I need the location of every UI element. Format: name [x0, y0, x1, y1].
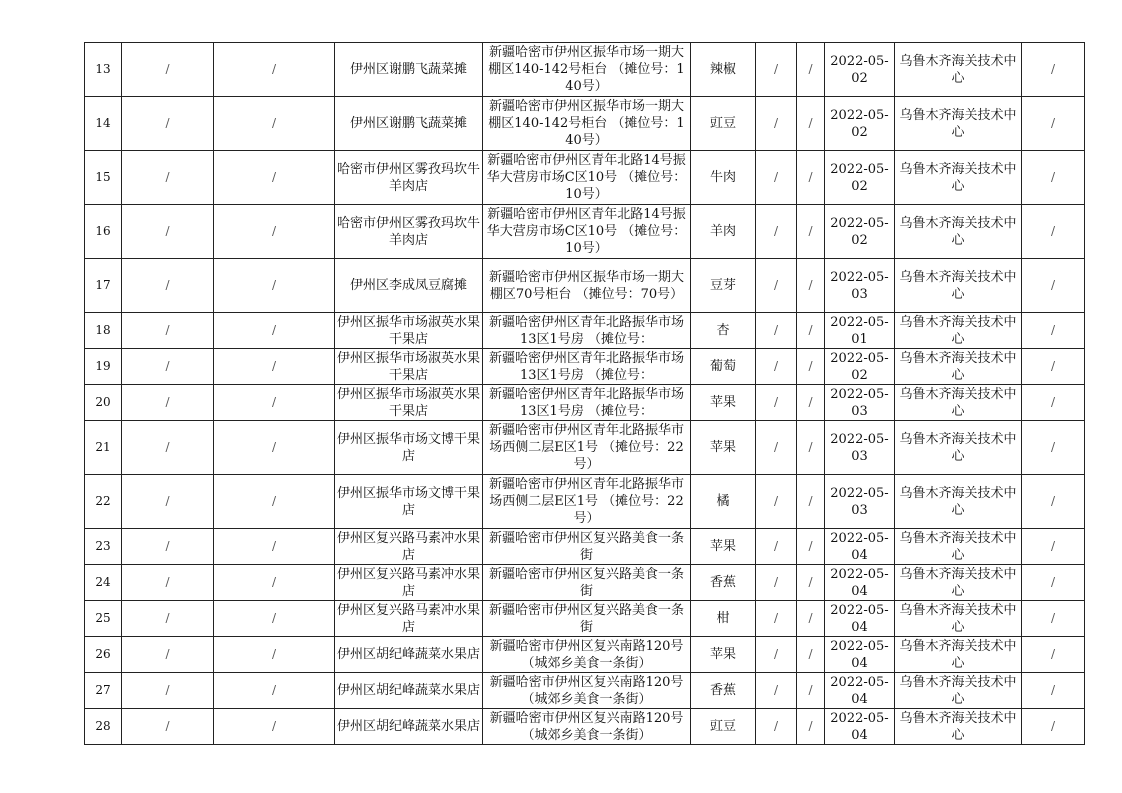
product-name: 羊肉 [691, 205, 756, 259]
cell-empty-1: / [122, 205, 214, 259]
vendor-address: 新疆哈密伊州区青年北路振华市场13区1号房 （摊位号： [483, 349, 691, 385]
testing-organization: 乌鲁木齐海关技术中心 [895, 205, 1022, 259]
product-name: 辣椒 [691, 43, 756, 97]
vendor-name: 伊州区谢鹏飞蔬菜摊 [335, 97, 483, 151]
sampling-date: 2022-05-04 [825, 709, 895, 745]
cell-empty-7: / [797, 205, 825, 259]
cell-empty-1: / [122, 385, 214, 421]
cell-empty-6: / [756, 475, 797, 529]
cell-empty-2: / [214, 673, 335, 709]
testing-organization: 乌鲁木齐海关技术中心 [895, 349, 1022, 385]
cell-empty-6: / [756, 673, 797, 709]
product-name: 香蕉 [691, 565, 756, 601]
cell-empty-7: / [797, 529, 825, 565]
cell-empty-10: / [1022, 601, 1085, 637]
cell-empty-1: / [122, 421, 214, 475]
cell-empty-6: / [756, 529, 797, 565]
table-row [85, 205, 1085, 259]
cell-empty-2: / [214, 637, 335, 673]
table-row [85, 151, 1085, 205]
sampling-date: 2022-05-02 [825, 205, 895, 259]
table-row [85, 565, 1085, 601]
cell-empty-1: / [122, 313, 214, 349]
sampling-date: 2022-05-04 [825, 565, 895, 601]
cell-empty-1: / [122, 709, 214, 745]
vendor-address: 新疆哈密伊州区青年北路振华市场13区1号房 （摊位号： [483, 385, 691, 421]
table-row [85, 421, 1085, 475]
row-number: 27 [85, 673, 122, 709]
cell-empty-6: / [756, 259, 797, 313]
cell-empty-2: / [214, 421, 335, 475]
cell-empty-2: / [214, 97, 335, 151]
cell-empty-1: / [122, 637, 214, 673]
testing-organization: 乌鲁木齐海关技术中心 [895, 709, 1022, 745]
vendor-address: 新疆哈密市伊州区复兴南路120号（城郊乡美食一条街） [483, 637, 691, 673]
table-row [85, 673, 1085, 709]
cell-empty-2: / [214, 385, 335, 421]
cell-empty-6: / [756, 43, 797, 97]
sampling-date: 2022-05-04 [825, 673, 895, 709]
vendor-address: 新疆哈密市伊州区振华市场一期大棚区140-142号柜台 （摊位号：140号） [483, 43, 691, 97]
sampling-date: 2022-05-03 [825, 421, 895, 475]
testing-organization: 乌鲁木齐海关技术中心 [895, 601, 1022, 637]
cell-empty-10: / [1022, 259, 1085, 313]
vendor-name: 伊州区谢鹏飞蔬菜摊 [335, 43, 483, 97]
row-number: 14 [85, 97, 122, 151]
product-name: 杏 [691, 313, 756, 349]
vendor-address: 新疆哈密市伊州区振华市场一期大棚区70号柜台 （摊位号：70号） [483, 259, 691, 313]
row-number: 22 [85, 475, 122, 529]
product-name: 橘 [691, 475, 756, 529]
sampling-date: 2022-05-02 [825, 97, 895, 151]
cell-empty-2: / [214, 709, 335, 745]
cell-empty-6: / [756, 565, 797, 601]
testing-organization: 乌鲁木齐海关技术中心 [895, 637, 1022, 673]
vendor-address: 新疆哈密市伊州区青年北路振华市场西侧二层E区1号 （摊位号：22号） [483, 421, 691, 475]
cell-empty-2: / [214, 313, 335, 349]
product-name: 苹果 [691, 385, 756, 421]
row-number: 23 [85, 529, 122, 565]
cell-empty-2: / [214, 475, 335, 529]
cell-empty-7: / [797, 151, 825, 205]
cell-empty-7: / [797, 313, 825, 349]
vendor-name: 伊州区振华市场淑英水果干果店 [335, 385, 483, 421]
vendor-name: 伊州区李成凤豆腐摊 [335, 259, 483, 313]
cell-empty-10: / [1022, 421, 1085, 475]
cell-empty-10: / [1022, 475, 1085, 529]
cell-empty-6: / [756, 349, 797, 385]
row-number: 21 [85, 421, 122, 475]
product-name: 豆芽 [691, 259, 756, 313]
sampling-date: 2022-05-02 [825, 43, 895, 97]
testing-organization: 乌鲁木齐海关技术中心 [895, 475, 1022, 529]
cell-empty-10: / [1022, 313, 1085, 349]
product-name: 豇豆 [691, 97, 756, 151]
product-name: 牛肉 [691, 151, 756, 205]
sampling-date: 2022-05-03 [825, 259, 895, 313]
cell-empty-7: / [797, 565, 825, 601]
testing-organization: 乌鲁木齐海关技术中心 [895, 43, 1022, 97]
cell-empty-1: / [122, 97, 214, 151]
cell-empty-10: / [1022, 385, 1085, 421]
vendor-address: 新疆哈密市伊州区振华市场一期大棚区140-142号柜台 （摊位号：140号） [483, 97, 691, 151]
cell-empty-6: / [756, 97, 797, 151]
testing-organization: 乌鲁木齐海关技术中心 [895, 151, 1022, 205]
product-name: 柑 [691, 601, 756, 637]
table-row [85, 349, 1085, 385]
sampling-date: 2022-05-01 [825, 313, 895, 349]
vendor-name: 伊州区胡纪峰蔬菜水果店 [335, 637, 483, 673]
product-name: 豇豆 [691, 709, 756, 745]
vendor-address: 新疆哈密市伊州区复兴路美食一条街 [483, 529, 691, 565]
cell-empty-7: / [797, 97, 825, 151]
cell-empty-1: / [122, 349, 214, 385]
sampling-date: 2022-05-04 [825, 529, 895, 565]
cell-empty-2: / [214, 529, 335, 565]
sampling-date: 2022-05-02 [825, 151, 895, 205]
product-name: 苹果 [691, 529, 756, 565]
vendor-name: 伊州区振华市场淑英水果干果店 [335, 313, 483, 349]
cell-empty-10: / [1022, 673, 1085, 709]
cell-empty-1: / [122, 529, 214, 565]
cell-empty-6: / [756, 421, 797, 475]
table-row [85, 601, 1085, 637]
cell-empty-7: / [797, 475, 825, 529]
cell-empty-6: / [756, 151, 797, 205]
cell-empty-7: / [797, 421, 825, 475]
vendor-address: 新疆哈密伊州区青年北路振华市场13区1号房 （摊位号： [483, 313, 691, 349]
cell-empty-7: / [797, 637, 825, 673]
cell-empty-10: / [1022, 97, 1085, 151]
vendor-name: 伊州区胡纪峰蔬菜水果店 [335, 673, 483, 709]
cell-empty-1: / [122, 601, 214, 637]
vendor-address: 新疆哈密市伊州区复兴路美食一条街 [483, 601, 691, 637]
sampling-date: 2022-05-03 [825, 385, 895, 421]
vendor-name: 伊州区振华市场淑英水果干果店 [335, 349, 483, 385]
cell-empty-7: / [797, 349, 825, 385]
vendor-address: 新疆哈密市伊州区复兴南路120号（城郊乡美食一条街） [483, 709, 691, 745]
testing-organization: 乌鲁木齐海关技术中心 [895, 259, 1022, 313]
sampling-date: 2022-05-04 [825, 601, 895, 637]
cell-empty-7: / [797, 259, 825, 313]
cell-empty-7: / [797, 673, 825, 709]
cell-empty-1: / [122, 259, 214, 313]
table-row [85, 475, 1085, 529]
cell-empty-10: / [1022, 43, 1085, 97]
vendor-name: 伊州区复兴路马素冲水果店 [335, 529, 483, 565]
cell-empty-10: / [1022, 637, 1085, 673]
cell-empty-2: / [214, 601, 335, 637]
cell-empty-6: / [756, 205, 797, 259]
testing-organization: 乌鲁木齐海关技术中心 [895, 385, 1022, 421]
row-number: 28 [85, 709, 122, 745]
vendor-name: 伊州区胡纪峰蔬菜水果店 [335, 709, 483, 745]
sampling-date: 2022-05-04 [825, 637, 895, 673]
cell-empty-6: / [756, 385, 797, 421]
product-name: 葡萄 [691, 349, 756, 385]
row-number: 13 [85, 43, 122, 97]
cell-empty-6: / [756, 709, 797, 745]
row-number: 20 [85, 385, 122, 421]
vendor-address: 新疆哈密市伊州区青年北路振华市场西侧二层E区1号 （摊位号：22号） [483, 475, 691, 529]
cell-empty-7: / [797, 601, 825, 637]
row-number: 19 [85, 349, 122, 385]
inspection-table [84, 42, 1085, 745]
row-number: 18 [85, 313, 122, 349]
cell-empty-2: / [214, 565, 335, 601]
table-row [85, 709, 1085, 745]
testing-organization: 乌鲁木齐海关技术中心 [895, 313, 1022, 349]
table-row [85, 385, 1085, 421]
testing-organization: 乌鲁木齐海关技术中心 [895, 565, 1022, 601]
vendor-address: 新疆哈密市伊州区复兴南路120号（城郊乡美食一条街） [483, 673, 691, 709]
cell-empty-6: / [756, 313, 797, 349]
cell-empty-1: / [122, 475, 214, 529]
cell-empty-10: / [1022, 709, 1085, 745]
cell-empty-7: / [797, 43, 825, 97]
cell-empty-2: / [214, 151, 335, 205]
cell-empty-10: / [1022, 205, 1085, 259]
cell-empty-1: / [122, 43, 214, 97]
cell-empty-1: / [122, 565, 214, 601]
cell-empty-10: / [1022, 151, 1085, 205]
cell-empty-1: / [122, 151, 214, 205]
product-name: 香蕉 [691, 673, 756, 709]
testing-organization: 乌鲁木齐海关技术中心 [895, 97, 1022, 151]
row-number: 16 [85, 205, 122, 259]
row-number: 25 [85, 601, 122, 637]
vendor-name: 哈密市伊州区雾孜玛坎牛羊肉店 [335, 205, 483, 259]
vendor-address: 新疆哈密市伊州区复兴路美食一条街 [483, 565, 691, 601]
vendor-name: 伊州区振华市场文博干果店 [335, 475, 483, 529]
table-row [85, 97, 1085, 151]
sampling-date: 2022-05-02 [825, 349, 895, 385]
vendor-address: 新疆哈密市伊州区青年北路14号振华大营房市场C区10号 （摊位号：10号） [483, 205, 691, 259]
product-name: 苹果 [691, 637, 756, 673]
table-row [85, 259, 1085, 313]
cell-empty-2: / [214, 205, 335, 259]
cell-empty-6: / [756, 601, 797, 637]
vendor-address: 新疆哈密市伊州区青年北路14号振华大营房市场C区10号 （摊位号：10号） [483, 151, 691, 205]
table-row [85, 529, 1085, 565]
row-number: 24 [85, 565, 122, 601]
row-number: 15 [85, 151, 122, 205]
vendor-name: 伊州区复兴路马素冲水果店 [335, 565, 483, 601]
row-number: 17 [85, 259, 122, 313]
table-row [85, 637, 1085, 673]
cell-empty-7: / [797, 709, 825, 745]
sampling-date: 2022-05-03 [825, 475, 895, 529]
cell-empty-10: / [1022, 529, 1085, 565]
testing-organization: 乌鲁木齐海关技术中心 [895, 421, 1022, 475]
cell-empty-1: / [122, 673, 214, 709]
cell-empty-6: / [756, 637, 797, 673]
row-number: 26 [85, 637, 122, 673]
vendor-name: 伊州区振华市场文博干果店 [335, 421, 483, 475]
table-row [85, 43, 1085, 97]
vendor-name: 伊州区复兴路马素冲水果店 [335, 601, 483, 637]
table-row [85, 313, 1085, 349]
product-name: 苹果 [691, 421, 756, 475]
inspection-table-sheet [84, 42, 1085, 745]
cell-empty-10: / [1022, 565, 1085, 601]
vendor-name: 哈密市伊州区雾孜玛坎牛羊肉店 [335, 151, 483, 205]
cell-empty-2: / [214, 349, 335, 385]
cell-empty-10: / [1022, 349, 1085, 385]
testing-organization: 乌鲁木齐海关技术中心 [895, 673, 1022, 709]
cell-empty-2: / [214, 43, 335, 97]
cell-empty-7: / [797, 385, 825, 421]
testing-organization: 乌鲁木齐海关技术中心 [895, 529, 1022, 565]
cell-empty-2: / [214, 259, 335, 313]
